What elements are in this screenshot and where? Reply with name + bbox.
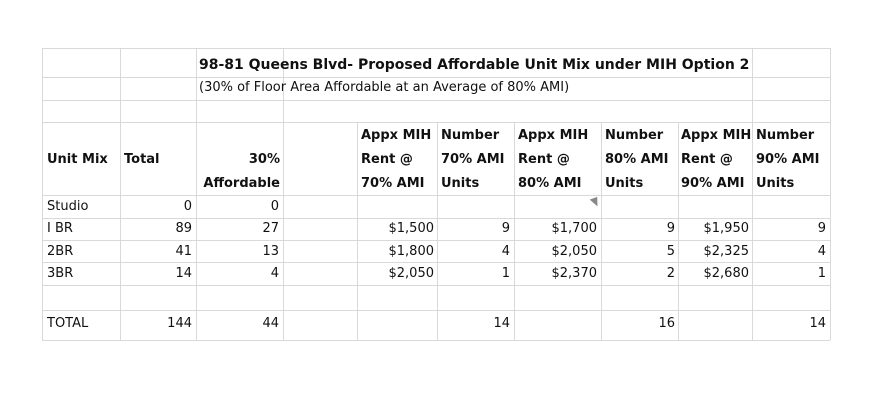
gridline [42, 77, 830, 78]
row-rent-90: $2,325 [703, 244, 749, 259]
gridline [752, 48, 753, 340]
gridline [42, 122, 830, 123]
row-units-90: 4 [817, 244, 826, 259]
gridline [42, 48, 43, 340]
header-units-70: Number [441, 128, 500, 143]
total-total: 144 [167, 316, 192, 331]
row-units-70: 4 [501, 244, 510, 259]
row-rent-80: $2,050 [551, 244, 597, 259]
header-rent-80: Rent @ [518, 152, 570, 167]
gridline [196, 48, 197, 340]
row-units-80: 9 [666, 221, 675, 236]
header-units-80: Units [605, 176, 644, 191]
header-units-90: Number [756, 128, 815, 143]
gridline [42, 48, 830, 49]
gridline [42, 340, 830, 341]
mouse-cursor-icon [590, 197, 601, 208]
row-rent-70: $1,800 [388, 244, 434, 259]
row-rent-80: $1,700 [551, 221, 597, 236]
row-units-80: 5 [666, 244, 675, 259]
header-units-80: Number [605, 128, 664, 143]
row-affordable: 13 [262, 244, 279, 259]
gridline [42, 218, 830, 219]
total-affordable: 44 [262, 316, 279, 331]
row-unit-label: 2BR [47, 244, 74, 259]
header-units-80: 80% AMI [605, 152, 669, 167]
gridline [120, 48, 121, 340]
gridline [42, 195, 830, 196]
row-rent-90: $2,680 [703, 266, 749, 281]
header-units-70: Units [441, 176, 480, 191]
row-rent-70: $1,500 [388, 221, 434, 236]
row-rent-70: $2,050 [388, 266, 434, 281]
header-units-70: 70% AMI [441, 152, 505, 167]
sheet-subtitle: (30% of Floor Area Affordable at an Average of 80% AMI) [199, 80, 570, 95]
row-units-70: 9 [501, 221, 510, 236]
row-units-90: 1 [817, 266, 826, 281]
header-unit-mix: Unit Mix [47, 152, 108, 167]
row-total: 41 [175, 244, 192, 259]
header-total: Total [124, 152, 160, 167]
row-affordable: 0 [270, 199, 279, 214]
row-unit-label: I BR [47, 221, 73, 236]
total-units-80: 16 [658, 316, 675, 331]
row-units-90: 9 [817, 221, 826, 236]
gridline [830, 48, 831, 340]
header-units-90: Units [756, 176, 795, 191]
row-unit-label: 3BR [47, 266, 74, 281]
total-label: TOTAL [47, 316, 89, 331]
total-units-70: 14 [493, 316, 510, 331]
total-units-90: 14 [809, 316, 826, 331]
header-rent-90: Appx MIH [681, 128, 752, 143]
row-total: 14 [175, 266, 192, 281]
header-rent-90: 90% AMI [681, 176, 745, 191]
header-rent-80: 80% AMI [518, 176, 582, 191]
sheet-title: 98-81 Queens Blvd- Proposed Affordable Unit Mix under MIH Option 2 [199, 57, 750, 73]
row-unit-label: Studio [47, 199, 89, 214]
row-units-70: 1 [501, 266, 510, 281]
header-affordable: 30% [248, 152, 280, 167]
row-rent-80: $2,370 [551, 266, 597, 281]
row-affordable: 27 [262, 221, 279, 236]
header-units-90: 90% AMI [756, 152, 820, 167]
header-rent-90: Rent @ [681, 152, 733, 167]
gridline [42, 285, 830, 286]
gridline [42, 240, 830, 241]
gridline [42, 100, 830, 101]
row-total: 89 [175, 221, 192, 236]
header-rent-70: 70% AMI [361, 176, 425, 191]
row-rent-90: $1,950 [703, 221, 749, 236]
row-affordable: 4 [270, 266, 279, 281]
row-total: 0 [183, 199, 192, 214]
header-affordable: Affordable [203, 176, 280, 191]
header-rent-80: Appx MIH [518, 128, 589, 143]
header-rent-70: Rent @ [361, 152, 413, 167]
gridline [42, 310, 830, 311]
row-units-80: 2 [666, 266, 675, 281]
gridline [42, 262, 830, 263]
header-rent-70: Appx MIH [361, 128, 432, 143]
